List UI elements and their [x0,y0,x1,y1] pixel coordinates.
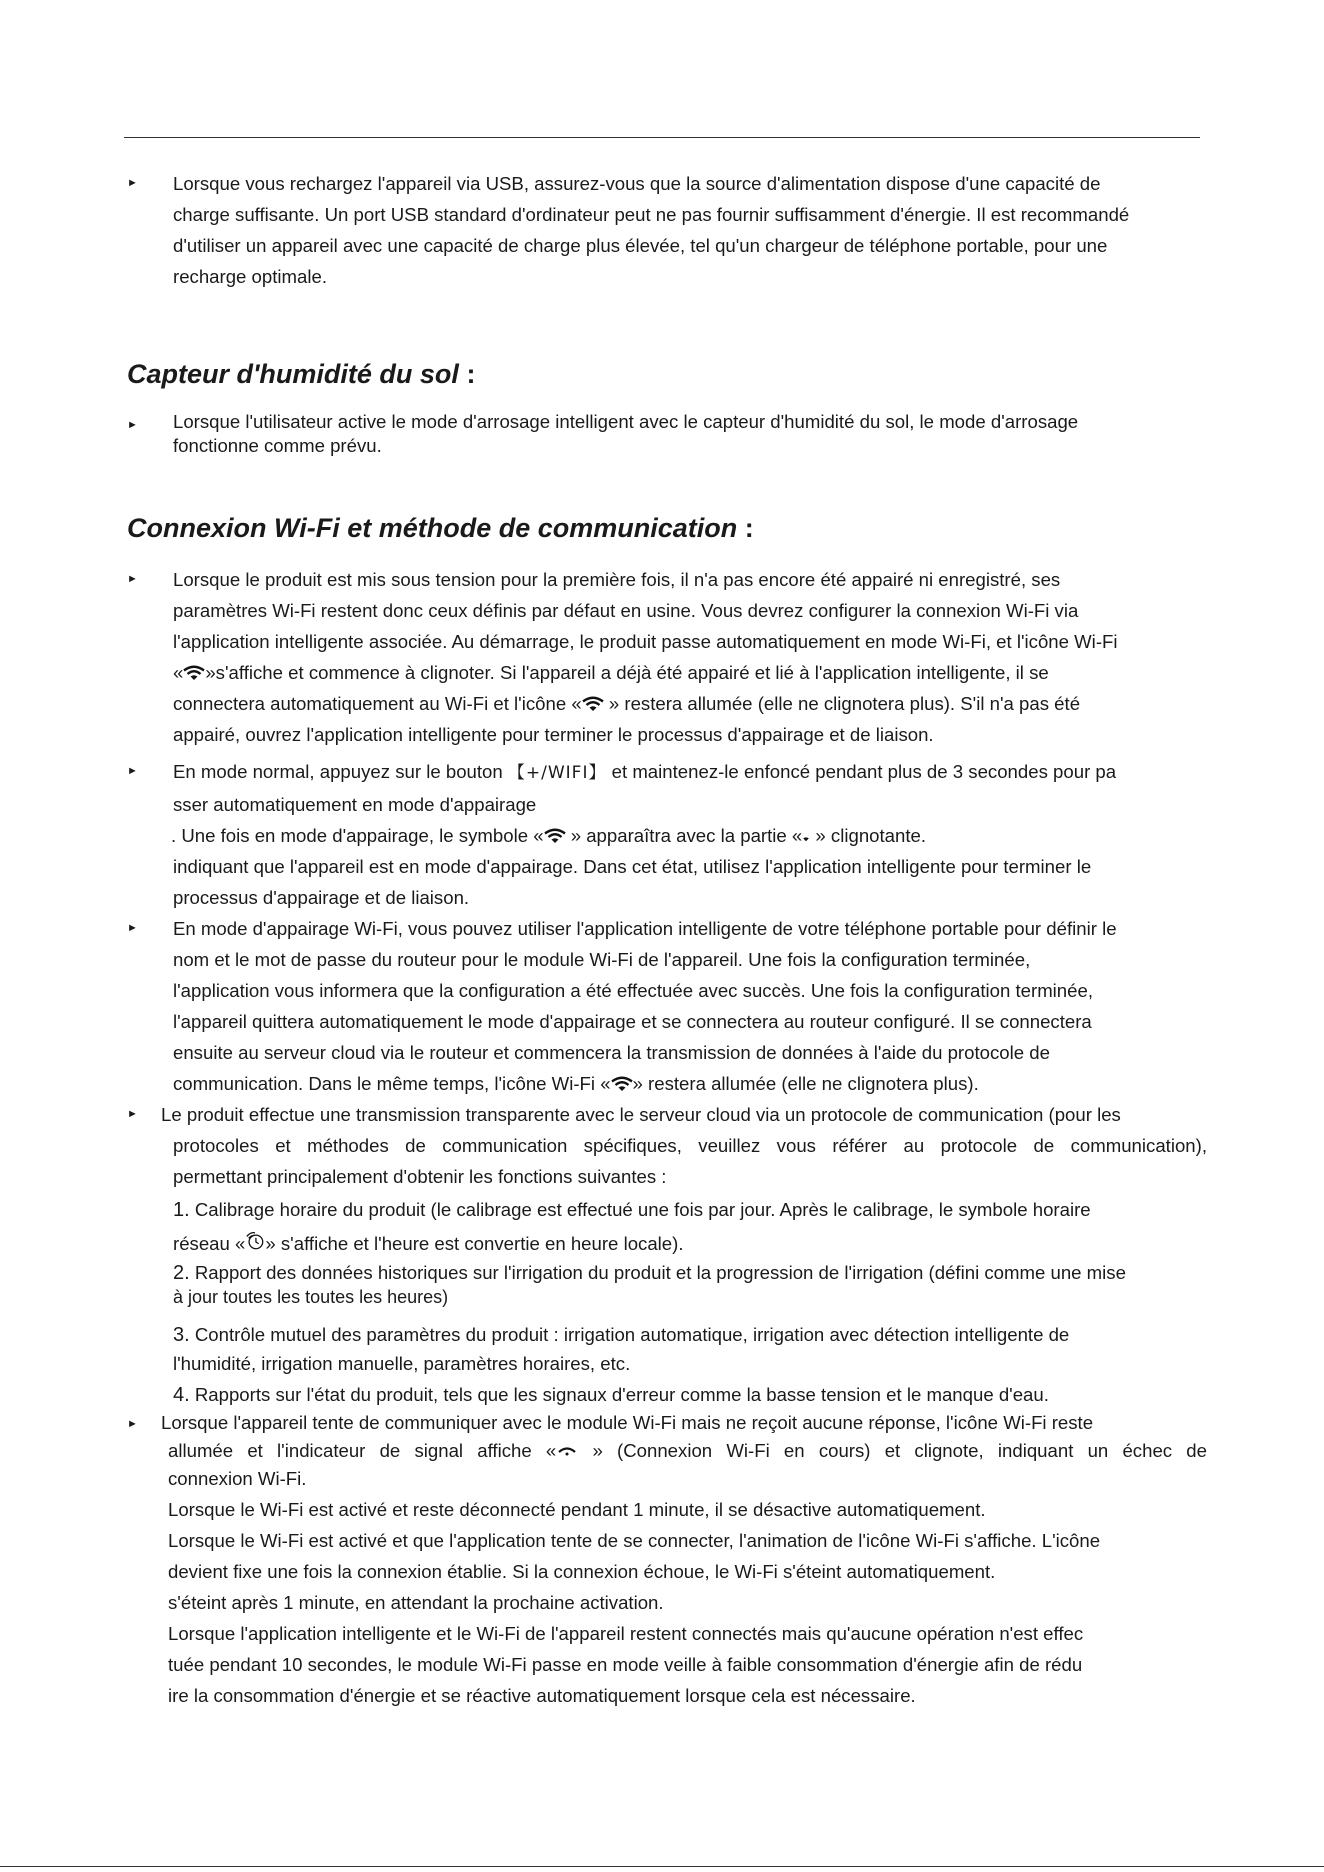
wifi-first-power-on-note: ► Lorsque le produit est mis sous tension pour la première fois, il n'a pas encore été appairé ni enregistré, ses paramètres Wi-Fi restent donc ceux définis par défaut en usine. Vous devrez configurer la connexion Wi-Fi via l'application intelligente associée. Au démarrage, le produit passe automatiquement en mode Wi-Fi, et l'icône Wi-Fi « »s'affiche et commence à clignoter. Si l'appareil a déjà été appairé et lié à l'application intelligente, il se connectera automatiquement au Wi-Fi et l'icône « » restera allumée (elle ne clignotera plus). S'il n'a pas été appairé, ouvrez l'application intelligente pour terminer le processus d'appairage et de liaison. [127,564,1207,750]
section-title-soil-sensor: Capteur d'humidité du sol : [127,359,476,389]
wifi-button-label: 【+/WIFI】 [507,763,607,783]
soil-sensor-note: ► Lorsque l'utilisateur active le mode d'arrosage intelligent avec le capteur d'humidité du sol, le mode d'arrosage fonctionne comme prévu. [127,411,1079,456]
wifi-icon [544,828,566,844]
wifi-arc-icon [556,1444,578,1456]
network-clock-icon [245,1231,265,1251]
wifi-router-config-note: ► En mode d'appairage Wi-Fi, vous pouvez utiliser l'application intelligente de votre téléphone portable pour définir le nom et le mot de passe du routeur pour le module Wi-Fi de l'appareil. Une fois la configuration terminée, l'application vous informera que la configuration a été effectuée avec succès. Une fois la configuration terminée, l'appareil quittera automatiquement le mode d'appairage et se connectera au routeur configuré. Il se connectera ensuite au serveur cloud via le routeur et commencera la transmission de données à l'aide du protocole de communication. Dans le même temps, l'icône Wi-Fi « » restera allumée (elle ne clignotera plus). [127,913,1207,1099]
triangle-bullet-icon: ► [127,1108,138,1120]
wifi-connection-failure-note: ► Lorsque l'appareil tente de communiquer avec le module Wi-Fi mais ne reçoit aucune réponse, l'icône Wi-Fi reste allumée et l'indicateur de signal affiche « » (Connexion Wi-Fi en cours) et clignote, indiquant un échec de connexion Wi-Fi. Lorsque le Wi-Fi est activé et reste déconnecté pendant 1 minute, il se désactive automatiquement. Lorsque le Wi-Fi est activé et que l'application tente de se connecter, l'animation de l'icône Wi-Fi s'affiche. L'icône devient fixe une fois la connexion établie. Si la connexion échoue, le Wi-Fi s'éteint automatiquement. s'éteint après 1 minute, en attendant la prochaine activation. Lorsque l'application intelligente et le Wi-Fi de l'appareil restent connectés mais qu'aucune opération n'est effec tuée pendant 10 secondes, le module Wi-Fi passe en mode veille à faible consommation d'énergie afin de rédu ire la consommation d'énergie et se réactive automatiquement lorsque cela est nécessaire. [127,1412,1207,1706]
wifi-pairing-mode-note: ► En mode normal, appuyez sur le bouton 【+/WIFI】 et maintenez-le enfoncé pendant plus de 3 secondes pour pa sser automatiquement en mode d'appairage . Une fois en mode d'appairage, le symbole « » apparaîtra avec la partie « » clignotante. indiquant que l'appareil est en mode d'appairage. Dans cet état, utilisez l'application intelligente pour terminer le processus d'appairage et de liaison. [127,756,1207,913]
triangle-bullet-icon: ► [127,177,138,189]
function-item-2: 2. Rapport des données historiques sur l'irrigation du produit et la progression de l'irrigation (défini comme une mise [173,1262,1126,1284]
triangle-bullet-icon: ► [127,765,138,777]
document-body [127,168,1207,1710]
triangle-bullet-icon: ► [127,419,138,431]
function-item-4: 4. Rapports sur l'état du produit, tels que les signaux d'erreur comme la basse tension et le manque d'eau. [173,1384,1049,1406]
function-item-1: 1. Calibrage horaire du produit (le calibrage est effectué une fois par jour. Après le calibrage, le symbole horaire [173,1199,1091,1221]
header-rule [124,137,1200,138]
wifi-icon [582,696,604,712]
wifi-icon [183,665,205,681]
section-title-wifi: Connexion Wi-Fi et méthode de communication : [127,513,754,543]
triangle-bullet-icon: ► [127,922,138,934]
triangle-bullet-icon: ► [127,573,138,585]
cloud-transmission-note: ► Le produit effectue une transmission transparente avec le serveur cloud via un protocole de communication (pour les protocoles et méthodes de communication spécifiques, veuillez vous référer au protocole de communication), permettant principalement d'obtenir les fonctions suivantes : 1. Calibrage horaire du produit (le calibrage est effectué une fois par jour. Après le calibrage, le symbole horaire réseau « » s'affiche et l'heure est convertie en heure locale). 2. Rapport des données historiques sur l'irrigation du produit et la progression de l'irrigation (défini comme une mise à jour toutes les toutes les heures) 3. Contrôle mutuel des paramètres du produit : irrigation automatique, irrigation avec détection intelligente de l'humidité, irrigation manuelle, paramètres horaires, etc. 4. Rapports sur l'état du produit, tels que les signaux d'erreur comme la basse tension et le manque d'eau. [127,1099,1207,1411]
function-item-3: 3. Contrôle mutuel des paramètres du produit : irrigation automatique, irrigation avec détection intelligente de [173,1324,1070,1346]
wifi-icon [611,1076,633,1092]
usb-charging-note: ► Lorsque vous rechargez l'appareil via USB, assurez-vous que la source d'alimentation dispose d'une capacité de charge suffisante. Un port USB standard d'ordinateur peut ne pas fournir suffisamment d'énergie. Il est recommandé d'utiliser un appareil avec une capacité de charge plus élevée, tel qu'un chargeur de téléphone portable, pour une recharge optimale. [127,168,1207,292]
triangle-bullet-icon: ► [127,1418,138,1430]
footer-rule [0,1866,1324,1867]
